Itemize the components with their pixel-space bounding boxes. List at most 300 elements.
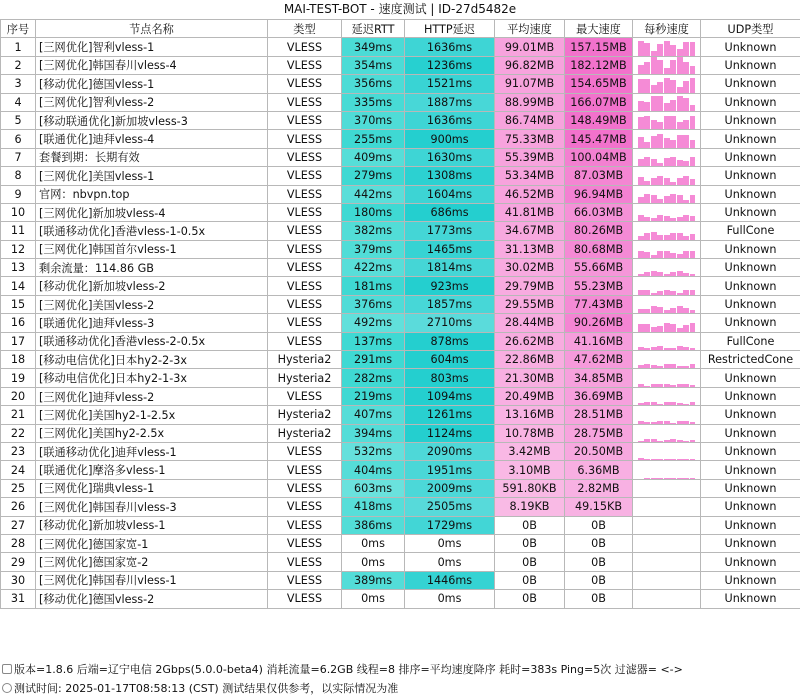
avg-speed-cell: 10.78MB bbox=[495, 424, 565, 442]
node-name-cell: [三网优化]韩国春川vless-3 bbox=[36, 498, 268, 516]
speed-bar bbox=[651, 195, 657, 203]
index-cell: 23 bbox=[1, 442, 36, 460]
http-latency-cell: 2505ms bbox=[405, 498, 495, 516]
avg-speed-cell: 34.67MB bbox=[495, 222, 565, 240]
node-name-cell: [联通移动优化]香港vless-2-0.5x bbox=[36, 332, 268, 350]
type-cell: VLESS bbox=[268, 314, 342, 332]
http-latency-cell: 1124ms bbox=[405, 424, 495, 442]
index-cell: 28 bbox=[1, 534, 36, 552]
rtt-cell: 0ms bbox=[342, 534, 405, 552]
index-cell: 24 bbox=[1, 461, 36, 479]
avg-speed-cell: 41.81MB bbox=[495, 203, 565, 221]
http-latency-cell: 2009ms bbox=[405, 479, 495, 497]
per-second-speed-cell bbox=[633, 571, 701, 589]
http-latency-cell: 1814ms bbox=[405, 259, 495, 277]
speed-bar bbox=[670, 100, 676, 111]
speed-bar bbox=[644, 217, 650, 221]
speed-bar bbox=[651, 271, 657, 276]
udp-type-cell: Unknown bbox=[701, 148, 800, 166]
info-icon bbox=[2, 664, 12, 674]
rtt-cell: 219ms bbox=[342, 387, 405, 405]
speed-bar bbox=[657, 44, 663, 56]
index-cell: 22 bbox=[1, 424, 36, 442]
node-name-cell: [三网优化]美国hy2-2.5x bbox=[36, 424, 268, 442]
speed-bar bbox=[664, 251, 670, 258]
rtt-cell: 382ms bbox=[342, 222, 405, 240]
udp-type-cell: Unknown bbox=[701, 442, 800, 460]
max-speed-cell: 0B bbox=[565, 590, 633, 608]
rtt-cell: 409ms bbox=[342, 148, 405, 166]
max-speed-cell: 28.75MB bbox=[565, 424, 633, 442]
speed-bar bbox=[664, 178, 670, 185]
index-cell: 9 bbox=[1, 185, 36, 203]
max-speed-cell: 34.85MB bbox=[565, 369, 633, 387]
rtt-cell: 404ms bbox=[342, 461, 405, 479]
per-second-speed-cell bbox=[633, 369, 701, 387]
speed-bar bbox=[651, 120, 657, 129]
rtt-cell: 137ms bbox=[342, 332, 405, 350]
speed-bar bbox=[644, 402, 650, 405]
speed-bar bbox=[651, 178, 657, 184]
index-cell: 31 bbox=[1, 590, 36, 608]
table-row bbox=[1, 203, 800, 221]
rtt-cell: 422ms bbox=[342, 259, 405, 277]
speed-bar bbox=[651, 255, 657, 258]
udp-type-cell: Unknown bbox=[701, 369, 800, 387]
node-name-cell: [三网优化]德国家宽-2 bbox=[36, 553, 268, 571]
speed-bar bbox=[690, 234, 696, 239]
udp-type-cell: Unknown bbox=[701, 185, 800, 203]
speed-bar bbox=[683, 308, 689, 314]
table-row bbox=[1, 295, 800, 313]
per-second-speed-cell bbox=[633, 38, 701, 56]
http-latency-cell: 1887ms bbox=[405, 93, 495, 111]
udp-type-cell: Unknown bbox=[701, 314, 800, 332]
node-name-cell: 套餐到期：长期有效 bbox=[36, 148, 268, 166]
speed-bar bbox=[657, 251, 663, 258]
index-cell: 4 bbox=[1, 93, 36, 111]
max-speed-cell: 87.03MB bbox=[565, 167, 633, 185]
max-speed-cell: 157.15MB bbox=[565, 38, 633, 56]
speed-bar bbox=[683, 62, 689, 75]
speed-bar bbox=[644, 43, 650, 55]
http-latency-cell: 2090ms bbox=[405, 442, 495, 460]
http-latency-cell: 1308ms bbox=[405, 167, 495, 185]
index-cell: 17 bbox=[1, 332, 36, 350]
per-second-speed-cell bbox=[633, 424, 701, 442]
udp-type-cell: Unknown bbox=[701, 516, 800, 534]
udp-type-cell: Unknown bbox=[701, 75, 800, 93]
speed-bar bbox=[651, 159, 657, 167]
speed-bar bbox=[657, 163, 663, 167]
col-header-name: 节点名称 bbox=[36, 20, 268, 38]
speed-bar bbox=[677, 346, 683, 350]
max-speed-cell: 166.07MB bbox=[565, 93, 633, 111]
speed-bar bbox=[664, 138, 670, 147]
footer-info bbox=[0, 661, 800, 679]
avg-speed-cell: 29.79MB bbox=[495, 277, 565, 295]
rtt-cell: 394ms bbox=[342, 424, 405, 442]
http-latency-cell: 0ms bbox=[405, 590, 495, 608]
avg-speed-cell: 8.19KB bbox=[495, 498, 565, 516]
speed-bar bbox=[670, 364, 676, 368]
http-latency-cell: 1636ms bbox=[405, 111, 495, 129]
speed-bar bbox=[638, 41, 644, 56]
speed-bar bbox=[670, 253, 676, 258]
max-speed-cell: 2.82MB bbox=[565, 479, 633, 497]
table-row bbox=[1, 75, 800, 93]
speed-bar bbox=[670, 402, 676, 405]
type-cell: VLESS bbox=[268, 461, 342, 479]
per-second-speed-cell bbox=[633, 295, 701, 313]
index-cell: 14 bbox=[1, 277, 36, 295]
table-row bbox=[1, 534, 800, 552]
speed-bar bbox=[677, 57, 683, 74]
speed-bar bbox=[651, 96, 657, 111]
max-speed-cell: 28.51MB bbox=[565, 406, 633, 424]
index-cell: 15 bbox=[1, 295, 36, 313]
udp-type-cell: Unknown bbox=[701, 295, 800, 313]
type-cell: VLESS bbox=[268, 277, 342, 295]
rtt-cell: 356ms bbox=[342, 75, 405, 93]
speed-bar bbox=[651, 218, 657, 222]
max-speed-cell: 6.36MB bbox=[565, 461, 633, 479]
avg-speed-cell: 0B bbox=[495, 534, 565, 552]
node-name-cell: [移动电信优化]日本hy2-1-3x bbox=[36, 369, 268, 387]
node-name-cell: [三网优化]韩国春川vless-4 bbox=[36, 56, 268, 74]
index-cell: 26 bbox=[1, 498, 36, 516]
speed-bar bbox=[677, 233, 683, 240]
avg-speed-cell: 46.52MB bbox=[495, 185, 565, 203]
type-cell: VLESS bbox=[268, 111, 342, 129]
avg-speed-cell: 26.62MB bbox=[495, 332, 565, 350]
speed-bar bbox=[677, 87, 683, 93]
table-row bbox=[1, 442, 800, 460]
footer-time-text: 测试时间: 2025-01-17T08:58:13 (CST) 测试结果仅供参考，以实际情况为准 bbox=[14, 682, 399, 695]
rtt-cell: 442ms bbox=[342, 185, 405, 203]
node-name-cell: [三网优化]德国家宽-1 bbox=[36, 534, 268, 552]
node-name-cell: [三网优化]美国vless-2 bbox=[36, 295, 268, 313]
type-cell: VLESS bbox=[268, 203, 342, 221]
speed-bar bbox=[644, 157, 650, 166]
speed-bar bbox=[638, 101, 644, 111]
speed-bar bbox=[677, 306, 683, 313]
http-latency-cell: 604ms bbox=[405, 351, 495, 369]
node-name-cell: [三网优化]迪拜vless-2 bbox=[36, 387, 268, 405]
node-name-cell: [移动优化]新加坡vless-1 bbox=[36, 516, 268, 534]
rtt-cell: 255ms bbox=[342, 130, 405, 148]
speed-bar bbox=[638, 137, 644, 148]
node-name-cell: [联通移动优化]香港vless-1-0.5x bbox=[36, 222, 268, 240]
speed-bar bbox=[638, 309, 644, 313]
speed-bar bbox=[690, 251, 696, 258]
index-cell: 3 bbox=[1, 75, 36, 93]
node-name-cell: [联通优化]摩洛多vless-1 bbox=[36, 461, 268, 479]
speed-bar bbox=[638, 79, 644, 93]
per-second-speed-cell bbox=[633, 130, 701, 148]
type-cell: VLESS bbox=[268, 498, 342, 516]
col-header-per-second: 每秒速度 bbox=[633, 20, 701, 38]
index-cell: 6 bbox=[1, 130, 36, 148]
type-cell: VLESS bbox=[268, 259, 342, 277]
type-cell: VLESS bbox=[268, 56, 342, 74]
per-second-speed-cell bbox=[633, 479, 701, 497]
speed-bar bbox=[644, 62, 650, 74]
node-name-cell: [三网优化]美国vless-1 bbox=[36, 167, 268, 185]
udp-type-cell: Unknown bbox=[701, 590, 800, 608]
rtt-cell: 407ms bbox=[342, 406, 405, 424]
max-speed-cell: 154.65MB bbox=[565, 75, 633, 93]
http-latency-cell: 900ms bbox=[405, 130, 495, 148]
avg-speed-cell: 28.44MB bbox=[495, 314, 565, 332]
index-cell: 10 bbox=[1, 203, 36, 221]
table-row bbox=[1, 387, 800, 405]
node-name-cell: [移动优化]德国vless-2 bbox=[36, 590, 268, 608]
speed-bar bbox=[683, 215, 689, 221]
per-second-speed-cell bbox=[633, 406, 701, 424]
speed-bar bbox=[664, 116, 670, 129]
per-second-speed-cell bbox=[633, 203, 701, 221]
speed-bar bbox=[683, 120, 689, 129]
speed-bar bbox=[670, 272, 676, 277]
speed-bar bbox=[690, 290, 696, 295]
avg-speed-cell: 88.99MB bbox=[495, 93, 565, 111]
speed-bar bbox=[657, 134, 663, 147]
speed-bar bbox=[683, 176, 689, 184]
type-cell: VLESS bbox=[268, 75, 342, 93]
avg-speed-cell: 20.49MB bbox=[495, 387, 565, 405]
avg-speed-cell: 86.74MB bbox=[495, 111, 565, 129]
speed-bar bbox=[683, 290, 689, 295]
rtt-cell: 354ms bbox=[342, 56, 405, 74]
type-cell: VLESS bbox=[268, 93, 342, 111]
node-name-cell: [三网优化]新加坡vless-4 bbox=[36, 203, 268, 221]
avg-speed-cell: 75.33MB bbox=[495, 130, 565, 148]
rtt-cell: 389ms bbox=[342, 571, 405, 589]
speed-bar bbox=[657, 272, 663, 276]
speed-bar bbox=[670, 140, 676, 147]
avg-speed-cell: 55.39MB bbox=[495, 148, 565, 166]
node-name-cell: [三网优化]美国hy2-1-2.5x bbox=[36, 406, 268, 424]
http-latency-cell: 1446ms bbox=[405, 571, 495, 589]
table-row bbox=[1, 424, 800, 442]
speed-bar bbox=[683, 273, 689, 276]
http-latency-cell: 1521ms bbox=[405, 75, 495, 93]
speed-bar bbox=[664, 68, 670, 74]
index-cell: 18 bbox=[1, 351, 36, 369]
speed-bar bbox=[651, 232, 657, 239]
per-second-speed-cell bbox=[633, 516, 701, 534]
table-row bbox=[1, 406, 800, 424]
avg-speed-cell: 99.01MB bbox=[495, 38, 565, 56]
speed-bar bbox=[651, 365, 657, 368]
table-row bbox=[1, 148, 800, 166]
rtt-cell: 282ms bbox=[342, 369, 405, 387]
speed-bar bbox=[677, 328, 683, 332]
max-speed-cell: 49.15KB bbox=[565, 498, 633, 516]
udp-type-cell: Unknown bbox=[701, 461, 800, 479]
table-row bbox=[1, 38, 800, 56]
per-second-speed-cell bbox=[633, 387, 701, 405]
rtt-cell: 349ms bbox=[342, 38, 405, 56]
avg-speed-cell: 22.86MB bbox=[495, 351, 565, 369]
speed-bar bbox=[690, 216, 696, 221]
udp-type-cell: Unknown bbox=[701, 93, 800, 111]
type-cell: Hysteria2 bbox=[268, 406, 342, 424]
udp-type-cell: Unknown bbox=[701, 111, 800, 129]
udp-type-cell: Unknown bbox=[701, 56, 800, 74]
rtt-cell: 532ms bbox=[342, 442, 405, 460]
speed-bar bbox=[657, 326, 663, 331]
speed-bar bbox=[664, 158, 670, 166]
udp-type-cell: Unknown bbox=[701, 167, 800, 185]
http-latency-cell: 803ms bbox=[405, 369, 495, 387]
speed-bar bbox=[670, 233, 676, 240]
max-speed-cell: 0B bbox=[565, 534, 633, 552]
type-cell: VLESS bbox=[268, 387, 342, 405]
http-latency-cell: 1236ms bbox=[405, 56, 495, 74]
speed-bar bbox=[644, 116, 650, 130]
speed-bar bbox=[690, 42, 696, 56]
http-latency-cell: 1773ms bbox=[405, 222, 495, 240]
per-second-speed-cell bbox=[633, 534, 701, 552]
rtt-cell: 335ms bbox=[342, 93, 405, 111]
speed-bar bbox=[657, 60, 663, 74]
max-speed-cell: 80.68MB bbox=[565, 240, 633, 258]
table-row bbox=[1, 259, 800, 277]
node-name-cell: [三网优化]韩国春川vless-1 bbox=[36, 571, 268, 589]
per-second-speed-cell bbox=[633, 111, 701, 129]
index-cell: 7 bbox=[1, 148, 36, 166]
speed-bar bbox=[657, 235, 663, 240]
table-row bbox=[1, 351, 800, 369]
index-cell: 11 bbox=[1, 222, 36, 240]
index-cell: 20 bbox=[1, 387, 36, 405]
speed-bar bbox=[644, 181, 650, 185]
per-second-speed-cell bbox=[633, 167, 701, 185]
max-speed-cell: 182.12MB bbox=[565, 56, 633, 74]
speed-bar bbox=[690, 195, 696, 203]
udp-type-cell: FullCone bbox=[701, 222, 800, 240]
type-cell: VLESS bbox=[268, 442, 342, 460]
node-name-cell: [联通优化]迪拜vless-4 bbox=[36, 130, 268, 148]
avg-speed-cell: 0B bbox=[495, 590, 565, 608]
table-row bbox=[1, 571, 800, 589]
udp-type-cell: RestrictedCone bbox=[701, 351, 800, 369]
type-cell: VLESS bbox=[268, 553, 342, 571]
per-second-speed-cell bbox=[633, 240, 701, 258]
node-name-cell: [三网优化]韩国首尔vless-1 bbox=[36, 240, 268, 258]
col-header-index: 序号 bbox=[1, 20, 36, 38]
type-cell: VLESS bbox=[268, 590, 342, 608]
speed-bar bbox=[644, 102, 650, 111]
table-row bbox=[1, 167, 800, 185]
max-speed-cell: 47.62MB bbox=[565, 351, 633, 369]
speed-bar bbox=[690, 116, 696, 130]
header-row bbox=[1, 20, 800, 38]
col-header-rtt: 延迟RTT bbox=[342, 20, 405, 38]
node-name-cell: 剩余流量：114.86 GB bbox=[36, 259, 268, 277]
speed-bar bbox=[644, 324, 650, 332]
avg-speed-cell: 0B bbox=[495, 553, 565, 571]
clock-icon bbox=[2, 683, 12, 693]
per-second-speed-cell bbox=[633, 332, 701, 350]
node-name-cell: [移动优化]新加坡vless-2 bbox=[36, 277, 268, 295]
speed-bar bbox=[683, 42, 689, 55]
index-cell: 2 bbox=[1, 56, 36, 74]
avg-speed-cell: 21.30MB bbox=[495, 369, 565, 387]
per-second-speed-cell bbox=[633, 277, 701, 295]
speed-bar bbox=[690, 323, 696, 331]
speed-bar bbox=[657, 384, 663, 387]
max-speed-cell: 55.23MB bbox=[565, 277, 633, 295]
rtt-cell: 492ms bbox=[342, 314, 405, 332]
speed-bar bbox=[670, 157, 676, 166]
speed-bar bbox=[664, 103, 670, 111]
avg-speed-cell: 3.10MB bbox=[495, 461, 565, 479]
speed-bar bbox=[670, 291, 676, 295]
footer-time bbox=[0, 680, 800, 698]
max-speed-cell: 148.49MB bbox=[565, 111, 633, 129]
speed-bar bbox=[651, 136, 657, 148]
type-cell: VLESS bbox=[268, 222, 342, 240]
max-speed-cell: 96.94MB bbox=[565, 185, 633, 203]
speed-bar bbox=[651, 327, 657, 332]
index-cell: 12 bbox=[1, 240, 36, 258]
max-speed-cell: 90.26MB bbox=[565, 314, 633, 332]
http-latency-cell: 1630ms bbox=[405, 148, 495, 166]
speed-bar bbox=[670, 116, 676, 129]
speed-bar bbox=[651, 57, 657, 74]
speed-bar bbox=[638, 324, 644, 332]
results-body bbox=[1, 38, 800, 608]
speed-bar bbox=[690, 157, 696, 166]
index-cell: 13 bbox=[1, 259, 36, 277]
table-row bbox=[1, 369, 800, 387]
avg-speed-cell: 0B bbox=[495, 516, 565, 534]
udp-type-cell: Unknown bbox=[701, 571, 800, 589]
http-latency-cell: 878ms bbox=[405, 332, 495, 350]
per-second-speed-cell bbox=[633, 148, 701, 166]
http-latency-cell: 1604ms bbox=[405, 185, 495, 203]
udp-type-cell: Unknown bbox=[701, 38, 800, 56]
node-name-cell: [联通移动优化]迪拜vless-1 bbox=[36, 442, 268, 460]
type-cell: VLESS bbox=[268, 38, 342, 56]
rtt-cell: 0ms bbox=[342, 590, 405, 608]
speed-bar bbox=[651, 85, 657, 93]
per-second-speed-cell bbox=[633, 222, 701, 240]
table-row bbox=[1, 553, 800, 571]
table-row bbox=[1, 93, 800, 111]
speed-bar bbox=[664, 290, 670, 295]
index-cell: 19 bbox=[1, 369, 36, 387]
http-latency-cell: 1729ms bbox=[405, 516, 495, 534]
max-speed-cell: 77.43MB bbox=[565, 295, 633, 313]
speed-bar bbox=[690, 140, 696, 148]
rtt-cell: 0ms bbox=[342, 553, 405, 571]
speed-bar bbox=[638, 290, 644, 295]
per-second-speed-cell bbox=[633, 553, 701, 571]
node-name-cell: [三网优化]智利vless-2 bbox=[36, 93, 268, 111]
rtt-cell: 386ms bbox=[342, 516, 405, 534]
speed-bar bbox=[677, 122, 683, 130]
speed-bar bbox=[670, 45, 676, 56]
speed-bar bbox=[677, 178, 683, 185]
node-name-cell: [移动优化]德国vless-1 bbox=[36, 75, 268, 93]
speed-bar bbox=[638, 197, 644, 203]
index-cell: 27 bbox=[1, 516, 36, 534]
node-name-cell: [移动电信优化]日本hy2-2-3x bbox=[36, 351, 268, 369]
